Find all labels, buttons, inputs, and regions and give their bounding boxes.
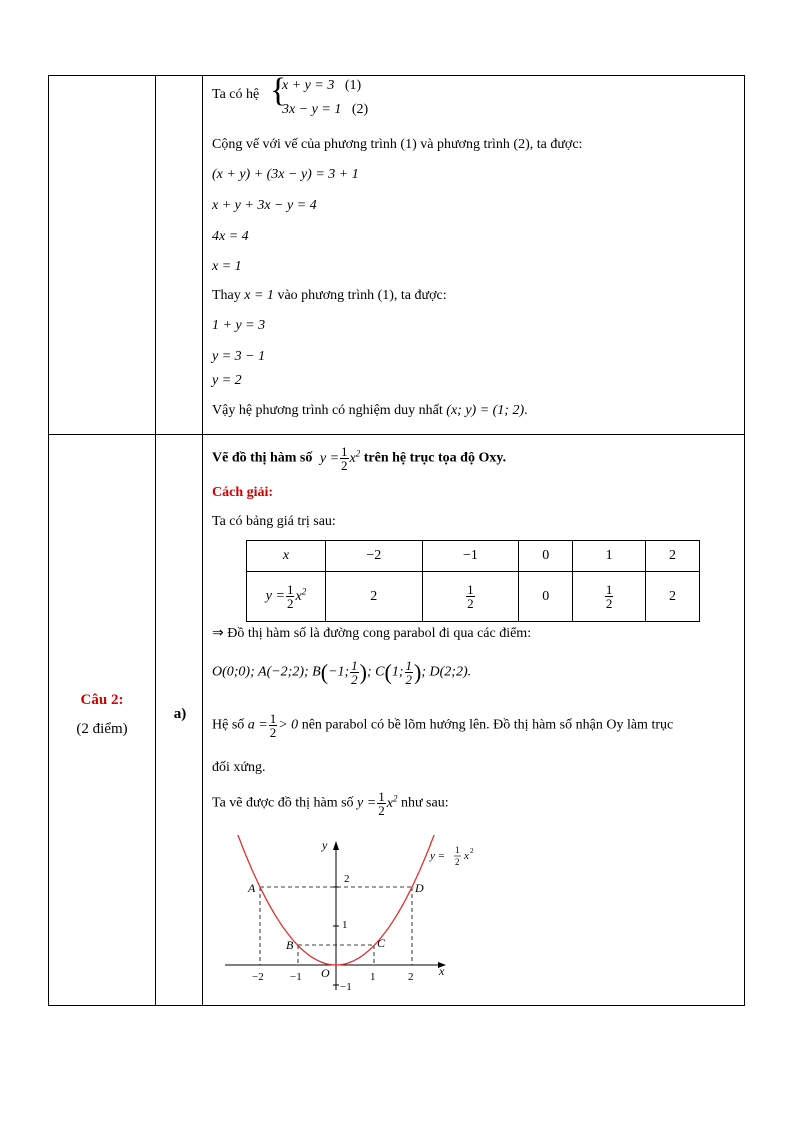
svg-text:2: 2 [470,847,474,855]
x-tick-label: −2 [252,971,264,983]
col-divider-1 [155,75,156,1006]
x-tick-label: 2 [408,971,414,983]
equation-1: x + y = 3 (1) [282,78,362,93]
step-3: 4x = 4 [212,229,249,244]
row1-content [212,72,737,431]
y-tick-label: 2 [344,873,350,885]
table-row [247,541,700,572]
point-label-a: A [248,881,256,895]
x-axis-label: x [439,964,445,978]
y-tick-label: −1 [340,981,352,993]
question-label: Câu 2: [80,692,124,708]
step-2: x + y + 3x − y = 4 [212,198,317,213]
implies-line: ⇒ Đồ thị hàm số là đường cong parabol đi qua các điểm: [212,626,532,641]
parabola-graph [220,835,490,995]
table-cell: −2 [326,541,423,572]
add-instruction: Cộng vế với vế của phương trình (1) và phương trình (2), ta được: [212,137,583,152]
x-tick-label: 1 [370,971,376,983]
point-label-d: D [415,881,424,895]
row-divider [48,434,745,435]
svg-text:2: 2 [455,857,460,867]
y-axis-label: y [322,838,328,852]
table-cell: $\frac{1}{2}$ [422,572,519,622]
conclusion-line: Vậy hệ phương trình có nghiệm duy nhất (x; y) = (1; 2). [212,403,528,418]
curve-label [429,845,474,867]
table-header-y: y = $\frac{1}{2}$ $x^2$ [247,572,326,622]
table-cell: 2 [646,572,700,622]
table-intro: Ta có bảng giá trị sau: [212,514,336,529]
system-brace: { [270,72,287,109]
col-divider-2 [202,75,203,1006]
graph-intro: Ta vẽ được đồ thị hàm số y = $\frac{1}{2}$ $x^2$ như sau: [212,789,449,818]
table-cell: 2 [326,572,423,622]
step-1: (x + y) + (3x − y) = 3 + 1 [212,167,359,182]
y-axis-arrow [333,841,339,850]
system-intro-line [212,87,259,103]
table-row [247,572,700,622]
value-table [246,540,700,622]
table-cell: 1 [573,541,646,572]
equation-2: 3x − y = 1 (2) [282,102,369,117]
step-7: y = 2 [212,373,242,388]
coefficient-line: Hệ số a = $\frac{1}{2}$ > 0 nên parabol có bề lõm hướng lên. Đồ thị hàm số nhận Oy làm trục [212,711,674,740]
table-cell: 2 [646,541,700,572]
task-line: Vẽ đồ thị hàm số y = $\frac{1}{2}$ $x^2$ trên hệ trục tọa độ Oxy. [212,444,507,473]
part-label: a) [173,706,187,722]
table-cell: $\frac{1}{2}$ [573,572,646,622]
table-cell: −1 [422,541,519,572]
x-tick-label: −1 [290,971,302,983]
coefficient-line-2: đối xứng. [212,760,266,775]
table-border-bottom [48,1005,745,1006]
step-5: 1 + y = 3 [212,318,266,333]
points-line: O(0;0); A(−2;2); B(−1; $\frac{1}{2}$ ); C(1; $\frac{1}{2}$ ); D(2;2). [212,658,472,687]
table-cell: 0 [519,572,573,622]
table-border-right [744,75,745,1006]
step-6: y = 3 − 1 [212,349,266,364]
system-intro-text: Ta có hệ [212,87,260,102]
y-tick-label: 1 [342,919,348,931]
svg-text:y =: y = [430,850,446,862]
method-label: Cách giải: [212,485,274,500]
table-cell: 0 [519,541,573,572]
substitution-line: Thay x = 1 vào phương trình (1), ta được: [212,288,447,303]
table-border-left [48,75,49,1006]
question-points: (2 điểm) [76,721,128,737]
point-label-b: B [286,938,294,952]
origin-label: O [321,966,330,980]
table-header-x: x [247,541,326,572]
step-4: x = 1 [212,259,242,274]
svg-text:1: 1 [455,845,460,855]
svg-text:x: x [464,850,469,862]
point-label-c: C [377,936,386,950]
